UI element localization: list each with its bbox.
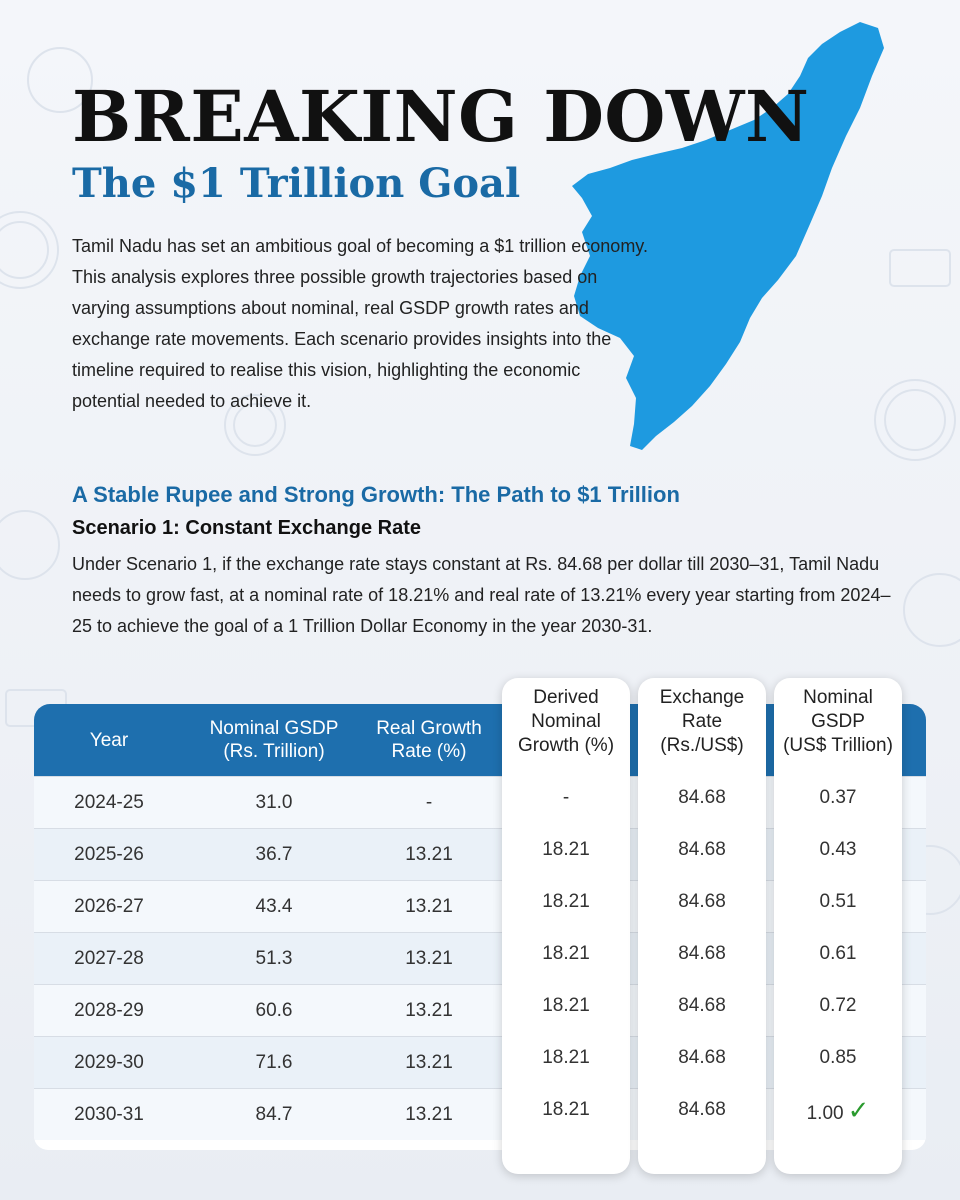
header-real-growth: Real Growth Rate (%)	[376, 718, 482, 762]
cell-value: 0.43	[819, 839, 857, 860]
cell-year: 2030-31	[74, 1104, 144, 1125]
cell-real-growth: -	[425, 792, 433, 813]
cell-value: 84.68	[678, 943, 726, 964]
header-exchange-rate: Exchange Rate (Rs./US$)	[659, 687, 745, 756]
cell-exchange-rate	[638, 876, 766, 928]
cell-value: 18.21	[542, 995, 590, 1016]
cell-derived-growth	[502, 980, 630, 1032]
cell-derived-growth	[502, 876, 630, 928]
cell-nominal-usd	[774, 980, 902, 1032]
cell-nominal-usd	[774, 928, 902, 980]
cell-real-growth: 13.21	[405, 896, 453, 917]
cell-year: 2026-27	[74, 896, 144, 917]
header-nominal-usd: Nominal GSDP (US$ Trillion)	[783, 687, 893, 756]
cell-value: 84.68	[678, 995, 726, 1016]
cell-value: 18.21	[542, 1047, 590, 1068]
cell-exchange-rate	[638, 980, 766, 1032]
cell-real-growth: 13.21	[405, 1052, 453, 1073]
header-nominal-gsdp: Nominal GSDP (Rs. Trillion)	[209, 718, 339, 762]
cell-year: 2029-30	[74, 1052, 144, 1073]
header-year: Year	[89, 730, 129, 751]
cell-nominal-gsdp: 43.4	[255, 896, 293, 917]
cell-derived-growth	[502, 824, 630, 876]
cell-value: 18.21	[542, 891, 590, 912]
cell-nominal-gsdp: 84.7	[255, 1104, 293, 1125]
cell-value: 84.68	[678, 787, 726, 808]
cell-value: 18.21	[542, 839, 590, 860]
cell-value: 84.68	[678, 891, 726, 912]
cell-exchange-rate	[638, 772, 766, 824]
cell-exchange-rate	[638, 1084, 766, 1136]
nominal-usd-column	[774, 678, 902, 1174]
cell-nominal-usd	[774, 824, 902, 876]
cell-nominal-usd	[774, 772, 902, 824]
page-title: BREAKING DOWN	[72, 75, 810, 158]
cell-year: 2027-28	[74, 948, 144, 969]
cell-value: 84.68	[678, 839, 726, 860]
cell-value: -	[562, 787, 570, 808]
cell-value: 84.68	[678, 1047, 726, 1068]
cell-value: 84.68	[678, 1099, 726, 1120]
cell-nominal-gsdp: 31.0	[255, 792, 293, 813]
cell-nominal-usd	[774, 1084, 902, 1136]
cell-derived-growth	[502, 772, 630, 824]
cell-value: 0.72	[819, 995, 857, 1016]
header-derived-growth: Derived Nominal Growth (%)	[517, 687, 615, 756]
cell-year: 2028-29	[74, 1000, 144, 1021]
cell-real-growth: 13.21	[405, 1104, 453, 1125]
cell-derived-growth	[502, 928, 630, 980]
cell-value: 0.51	[819, 891, 857, 912]
cell-value: 0.37	[819, 787, 857, 808]
cell-value: 1.00	[806, 1103, 844, 1124]
section-heading: A Stable Rupee and Strong Growth: The Path to $1 Trillion	[72, 482, 680, 507]
cell-year: 2025-26	[74, 844, 144, 865]
cell-exchange-rate	[638, 824, 766, 876]
cell-nominal-usd	[774, 876, 902, 928]
cell-derived-growth	[502, 1032, 630, 1084]
cell-value: 0.61	[819, 943, 857, 964]
scenario-description: Under Scenario 1, if the exchange rate stays constant at Rs. 84.68 per dollar till 2030–31, Tamil Nadu needs to grow fast, at a nominal rate of 18.21% and real rate of 13.21% every year starting from 2024–25 to achieve the goal of a 1 Trillion Dollar Economy in the year 2030-31.	[72, 554, 891, 636]
cell-nominal-gsdp: 60.6	[255, 1000, 293, 1021]
cell-derived-growth	[502, 1084, 630, 1136]
cell-real-growth: 13.21	[405, 1000, 453, 1021]
cell-exchange-rate	[638, 1032, 766, 1084]
cell-exchange-rate	[638, 928, 766, 980]
cell-nominal-gsdp: 36.7	[255, 844, 293, 865]
cell-real-growth: 13.21	[405, 844, 453, 865]
cell-value: 18.21	[542, 943, 590, 964]
intro-paragraph: Tamil Nadu has set an ambitious goal of becoming a $1 trillion economy. This analysis explores three possible growth trajectories based on varying assumptions about nominal, real GSDP growth rates and exchange rate movements. Each scenario provides insights into the timeline required to realise this vision, highlighting the economic potential needed to achieve it.	[72, 236, 648, 411]
page-subtitle: The $1 Trillion Goal	[72, 160, 521, 207]
scenario-heading: Scenario 1: Constant Exchange Rate	[72, 517, 421, 539]
cell-year: 2024-25	[74, 792, 144, 813]
cell-nominal-usd	[774, 1032, 902, 1084]
check-icon: ✓	[847, 1095, 870, 1125]
cell-value: 0.85	[819, 1047, 857, 1068]
exchange-rate-column	[638, 678, 766, 1174]
cell-nominal-gsdp: 71.6	[255, 1052, 293, 1073]
cell-real-growth: 13.21	[405, 948, 453, 969]
cell-value: 18.21	[542, 1099, 590, 1120]
derived-growth-column	[502, 678, 630, 1174]
cell-nominal-gsdp: 51.3	[255, 948, 293, 969]
